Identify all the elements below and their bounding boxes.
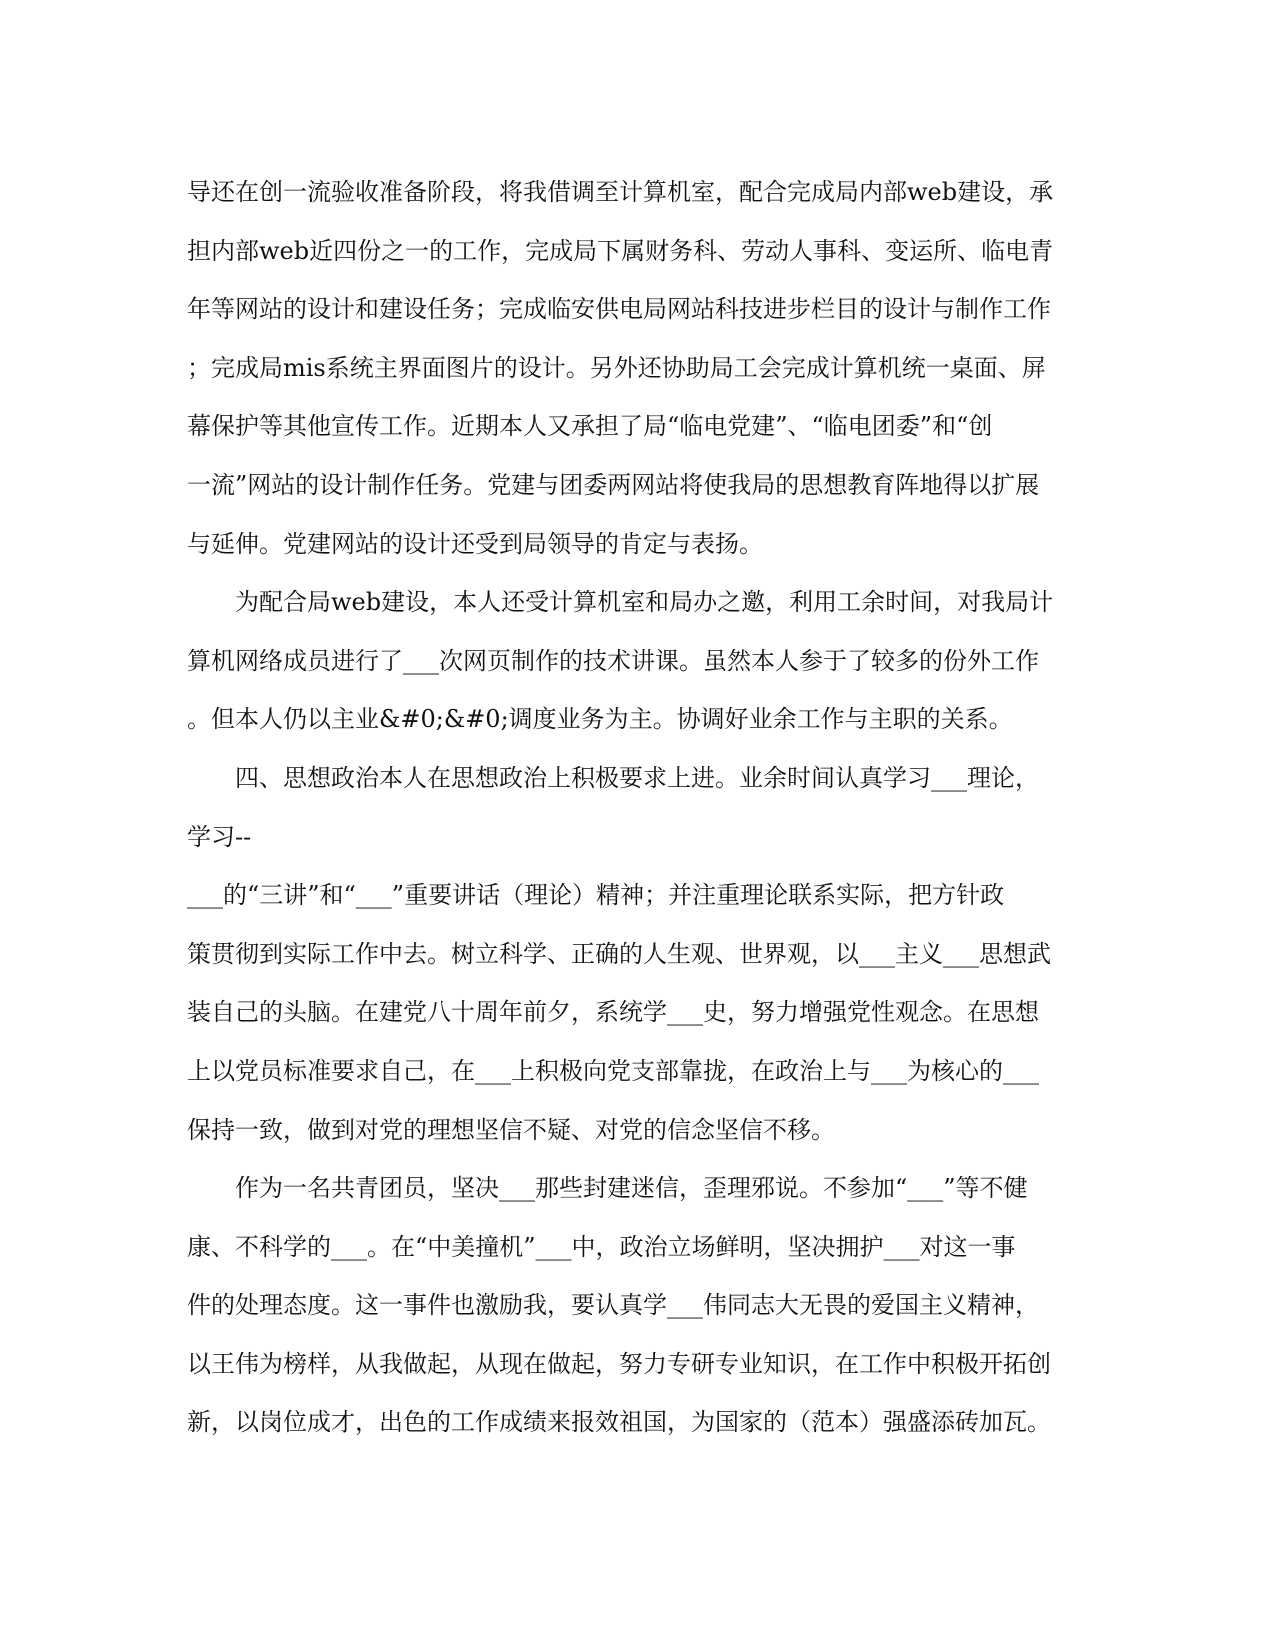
- text-line: 一流”网站的设计制作任务。党建与团委两网站将使我局的思想教育阵地得以扩展: [187, 470, 1040, 499]
- paragraph-first-line: 四、思想政治本人在思想政治上积极要求上进。业余时间认真学习___理论，: [235, 763, 1039, 792]
- text-line: 年等网站的设计和建设任务；完成临安供电局网站科技进步栏目的设计与制作工作: [187, 295, 1051, 324]
- text-line: 学习--: [187, 822, 252, 851]
- text-line: 保持一致，做到对党的理想坚信不疑、对党的信念坚信不移。: [187, 1115, 835, 1144]
- text-line: 以王伟为榜样，从我做起，从现在做起，努力专研专业知识，在工作中积极开拓创: [187, 1349, 1051, 1378]
- text-line: 担内部web近四份之一的工作，完成局下属财务科、劳动人事科、变运所、临电青: [187, 236, 1054, 265]
- text-line: 上以党员标准要求自己，在___上积极向党支部靠拢，在政治上与___为核心的___: [187, 1056, 1039, 1085]
- paragraph-first-line: 为配合局web建设，本人还受计算机室和局办之邀，利用工余时间，对我局计: [235, 588, 1054, 617]
- text-line: 导还在创一流验收准备阶段，将我借调至计算机室，配合完成局内部web建设，承: [187, 178, 1054, 206]
- text-line: 与延伸。党建网站的设计还受到局领导的肯定与表扬。: [187, 529, 763, 558]
- text-line: 装自己的头脑。在建党八十周年前夕，系统学___史，努力增强党性观念。在思想: [187, 998, 1039, 1027]
- text-line: 新，以岗位成才，出色的工作成绩来报效祖国，为国家的（范本）强盛添砖加瓦。: [187, 1408, 1051, 1437]
- body-text: [187, 163, 1087, 1452]
- text-line: 件的处理态度。这一事件也激励我，要认真学___伟同志大无畏的爱国主义精神，: [187, 1291, 1039, 1320]
- text-line: 算机网络成员进行了___次网页制作的技术讲课。虽然本人参于了较多的份外工作: [187, 646, 1039, 675]
- paragraph-first-line: 作为一名共青团员，坚决___那些封建迷信，歪理邪说。不参加“___”等不健: [235, 1174, 1028, 1203]
- text-line: ；完成局mis系统主界面图片的设计。另外还协助局工会完成计算机统一桌面、屏: [187, 353, 1046, 382]
- text-line: 康、不科学的___。在“中美撞机”___中，政治立场鲜明，坚决拥护___对这一事: [187, 1232, 1016, 1261]
- text-line: 。但本人仍以主业&#0;&#0;调度业务为主。协调好业余工作与主职的关系。: [187, 705, 1013, 734]
- text-line: ___的“三讲”和“___”重要讲话（理论）精神；并注重理论联系实际，把方针政: [187, 881, 1005, 910]
- text-line: 幕保护等其他宣传工作。近期本人又承担了局“临电党建”、“临电团委”和“创: [187, 412, 993, 441]
- text-line: 策贯彻到实际工作中去。树立科学、正确的人生观、世界观，以___主义___思想武: [187, 939, 1051, 968]
